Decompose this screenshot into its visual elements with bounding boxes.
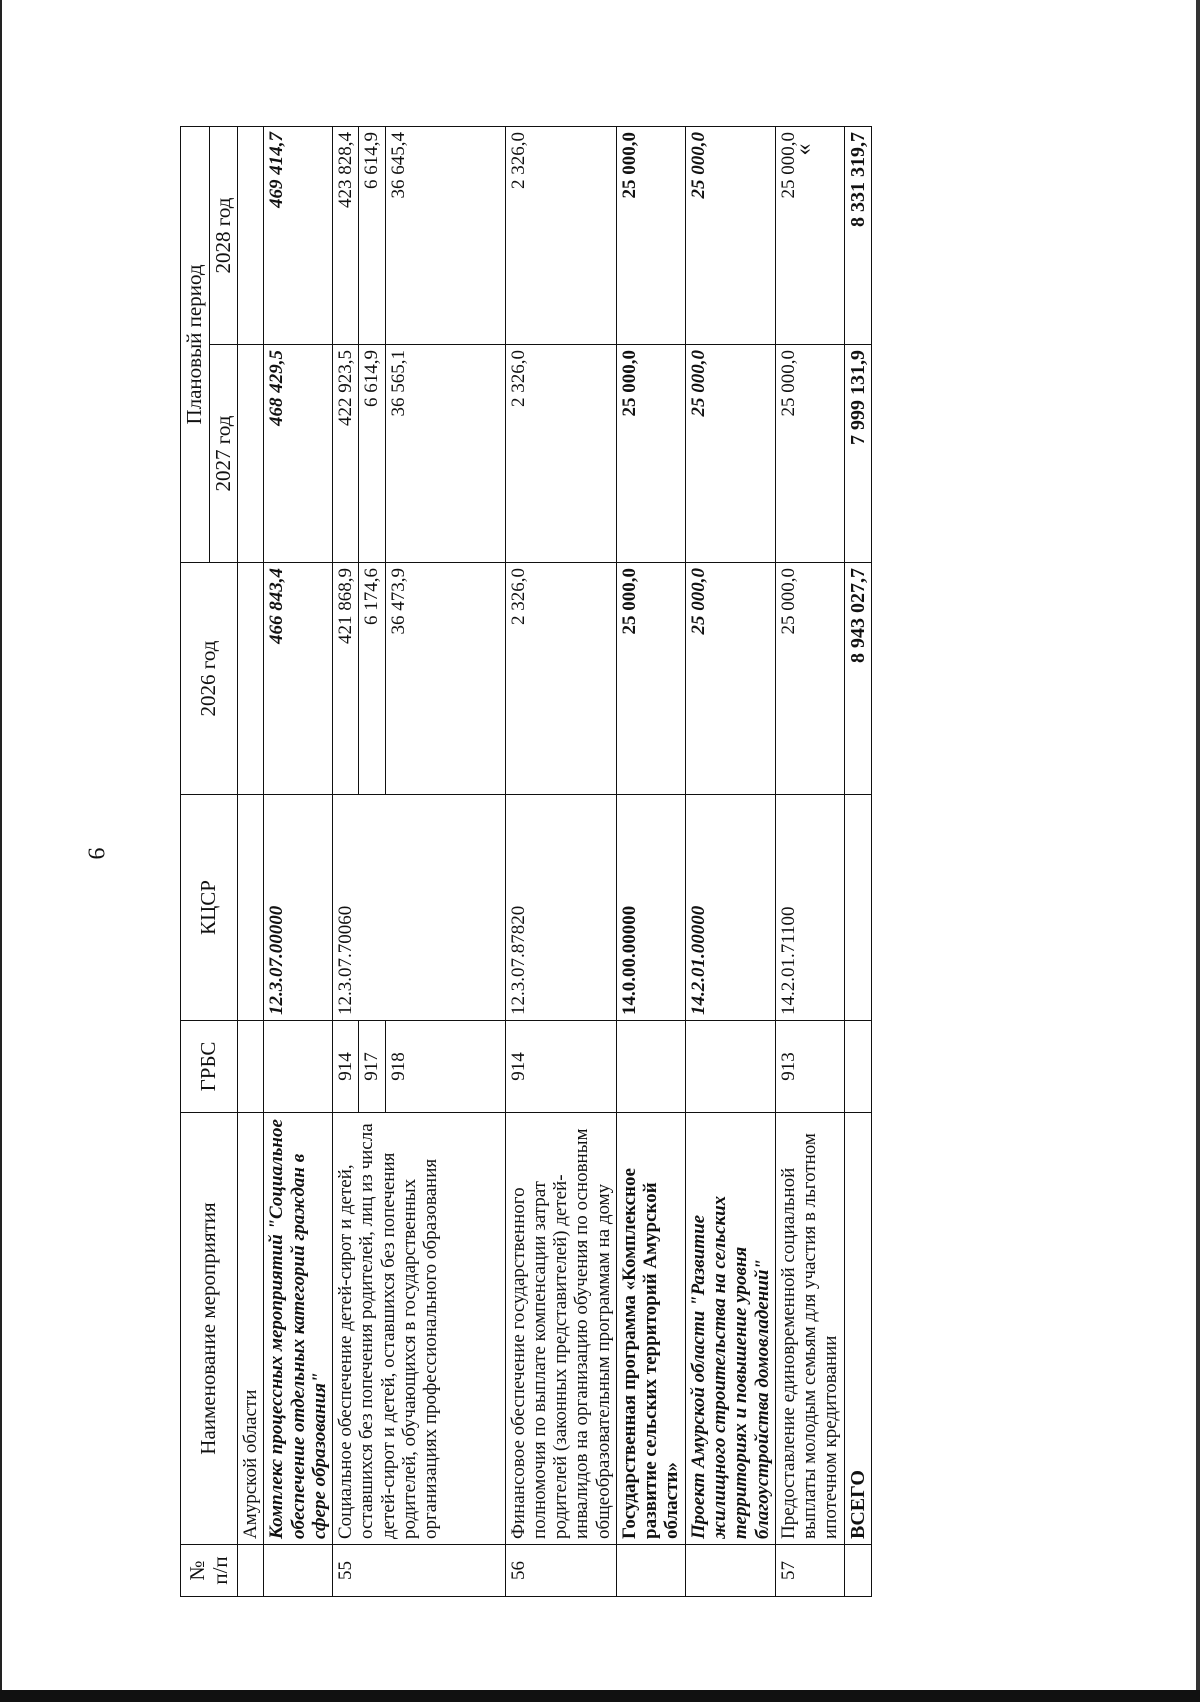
cell-2028: 2 326,0 bbox=[505, 126, 616, 344]
cell-kcsr: 12.3.07.70060 bbox=[333, 795, 506, 1021]
page-number: 9 bbox=[82, 847, 109, 860]
cell-2026: 2 326,0 bbox=[505, 563, 616, 795]
cell-2028 bbox=[238, 126, 264, 344]
cell-2026: 25 000,0 bbox=[616, 563, 685, 795]
cell-num bbox=[685, 1545, 775, 1597]
cell-kcsr bbox=[238, 795, 264, 1021]
cell-name: Комплекс процессных мероприятий "Социальное обеспечение отдельных категорий граждан в сфере образования" bbox=[264, 1113, 333, 1545]
total-2028: 8 331 319,7 bbox=[844, 126, 871, 344]
table-row bbox=[264, 126, 333, 1596]
cell-kcsr: 12.3.07.00000 bbox=[264, 795, 333, 1021]
cell-2028: 25 000,0 bbox=[616, 126, 685, 344]
budget-table bbox=[180, 126, 872, 1597]
scan-edge-right bbox=[1196, 0, 1200, 1702]
cell-grbs bbox=[264, 1021, 333, 1113]
table-row bbox=[685, 126, 775, 1596]
cell-kcsr: 14.2.01.00000 bbox=[685, 795, 775, 1021]
continuation-mark: » bbox=[793, 143, 820, 156]
cell-grbs: 914 bbox=[505, 1021, 616, 1113]
cell-name: Социальное обеспечение детей-сирот и детей, оставшихся без попечения родителей, лиц из числа детей-сирот и детей, оставшихся без попечения родителей, обучающихся в государственных организациях профессионального образования bbox=[333, 1113, 506, 1545]
cell-grbs bbox=[685, 1021, 775, 1113]
header-2027: 2027 год bbox=[209, 345, 238, 563]
cell-num bbox=[616, 1545, 685, 1597]
cell-name: Проект Амурской области "Развитие жилищного строительства на сельских территориях и повышение уровня благоустройства домовладений" bbox=[685, 1113, 775, 1545]
cell-2026: 421 868,9 bbox=[333, 563, 359, 795]
cell-2027: 6 614,9 bbox=[359, 345, 385, 563]
cell-name: Финансовое обеспечение государственного полномочия по выплате компенсации затрат родителей (законных представителей) детей-инвалидов на организацию обучения по основным общеобразовательным программам на дому bbox=[505, 1113, 616, 1545]
cell-grbs: 913 bbox=[775, 1021, 844, 1113]
cell-2027: 25 000,0 bbox=[775, 345, 844, 563]
cell-2026: 36 473,9 bbox=[385, 563, 505, 795]
table-row bbox=[505, 126, 616, 1596]
cell-grbs bbox=[844, 1021, 871, 1113]
total-label: ВСЕГО bbox=[844, 1113, 871, 1545]
cell-2028: 36 645,4 bbox=[385, 126, 505, 344]
rotated-table-wrapper bbox=[180, 127, 869, 1597]
total-row bbox=[844, 126, 871, 1596]
header-2026: 2026 год bbox=[181, 563, 238, 795]
cell-2026: 6 174,6 bbox=[359, 563, 385, 795]
cell-kcsr: 14.2.01.71100 bbox=[775, 795, 844, 1021]
cell-2027: 468 429,5 bbox=[264, 345, 333, 563]
cell-name: Государственная программа «Комплексное развитие сельских территорий Амурской области» bbox=[616, 1113, 685, 1545]
cell-2027 bbox=[238, 345, 264, 563]
scan-edge-bottom bbox=[0, 1690, 1200, 1702]
cell-2027: 2 326,0 bbox=[505, 345, 616, 563]
scan-edge-left bbox=[0, 0, 2, 1702]
cell-kcsr bbox=[844, 795, 871, 1021]
cell-num bbox=[264, 1545, 333, 1597]
header-plan-period: Плановый период bbox=[181, 126, 210, 562]
cell-kcsr: 12.3.07.87820 bbox=[505, 795, 616, 1021]
header-name: Наименование мероприятия bbox=[181, 1113, 238, 1545]
cell-2026: 25 000,0 bbox=[775, 563, 844, 795]
cell-2028: 6 614,9 bbox=[359, 126, 385, 344]
cell-grbs: 914 bbox=[333, 1021, 359, 1113]
cell-2028: 25 000,0 bbox=[685, 126, 775, 344]
cell-2026 bbox=[238, 563, 264, 795]
cell-2026: 25 000,0 bbox=[685, 563, 775, 795]
header-grbs: ГРБС bbox=[181, 1021, 238, 1113]
cell-2028: 469 414,7 bbox=[264, 126, 333, 344]
cell-2027: 36 565,1 bbox=[385, 345, 505, 563]
cell-2028: 25 000,0 bbox=[775, 126, 844, 344]
cell-2027: 25 000,0 bbox=[616, 345, 685, 563]
table-row bbox=[616, 126, 685, 1596]
cell-num bbox=[844, 1545, 871, 1597]
table-row bbox=[333, 126, 359, 1596]
header-2028: 2028 год bbox=[209, 126, 238, 344]
cell-2027: 422 923,5 bbox=[333, 345, 359, 563]
cell-2028: 423 828,4 bbox=[333, 126, 359, 344]
cell-num bbox=[238, 1545, 264, 1597]
cell-grbs: 917 bbox=[359, 1021, 385, 1113]
cell-num: 56 bbox=[505, 1545, 616, 1597]
total-2026: 8 943 027,7 bbox=[844, 563, 871, 795]
cell-name: Предоставление единовременной социальной выплаты молодым семьям для участия в льготном ипотечном кредитовании bbox=[775, 1113, 844, 1545]
table-row bbox=[238, 126, 264, 1596]
cell-grbs bbox=[238, 1021, 264, 1113]
cell-2027: 25 000,0 bbox=[685, 345, 775, 563]
table-row bbox=[775, 126, 844, 1596]
cell-2026: 466 843,4 bbox=[264, 563, 333, 795]
cell-name: Амурской области bbox=[238, 1113, 264, 1545]
cell-num: 57 bbox=[775, 1545, 844, 1597]
cell-grbs: 918 bbox=[385, 1021, 505, 1113]
header-num: № п/п bbox=[181, 1545, 238, 1597]
cell-grbs bbox=[616, 1021, 685, 1113]
cell-num: 55 bbox=[333, 1545, 506, 1597]
header-kcsr: КЦСР bbox=[181, 795, 238, 1021]
total-2027: 7 999 131,9 bbox=[844, 345, 871, 563]
cell-kcsr: 14.0.00.00000 bbox=[616, 795, 685, 1021]
